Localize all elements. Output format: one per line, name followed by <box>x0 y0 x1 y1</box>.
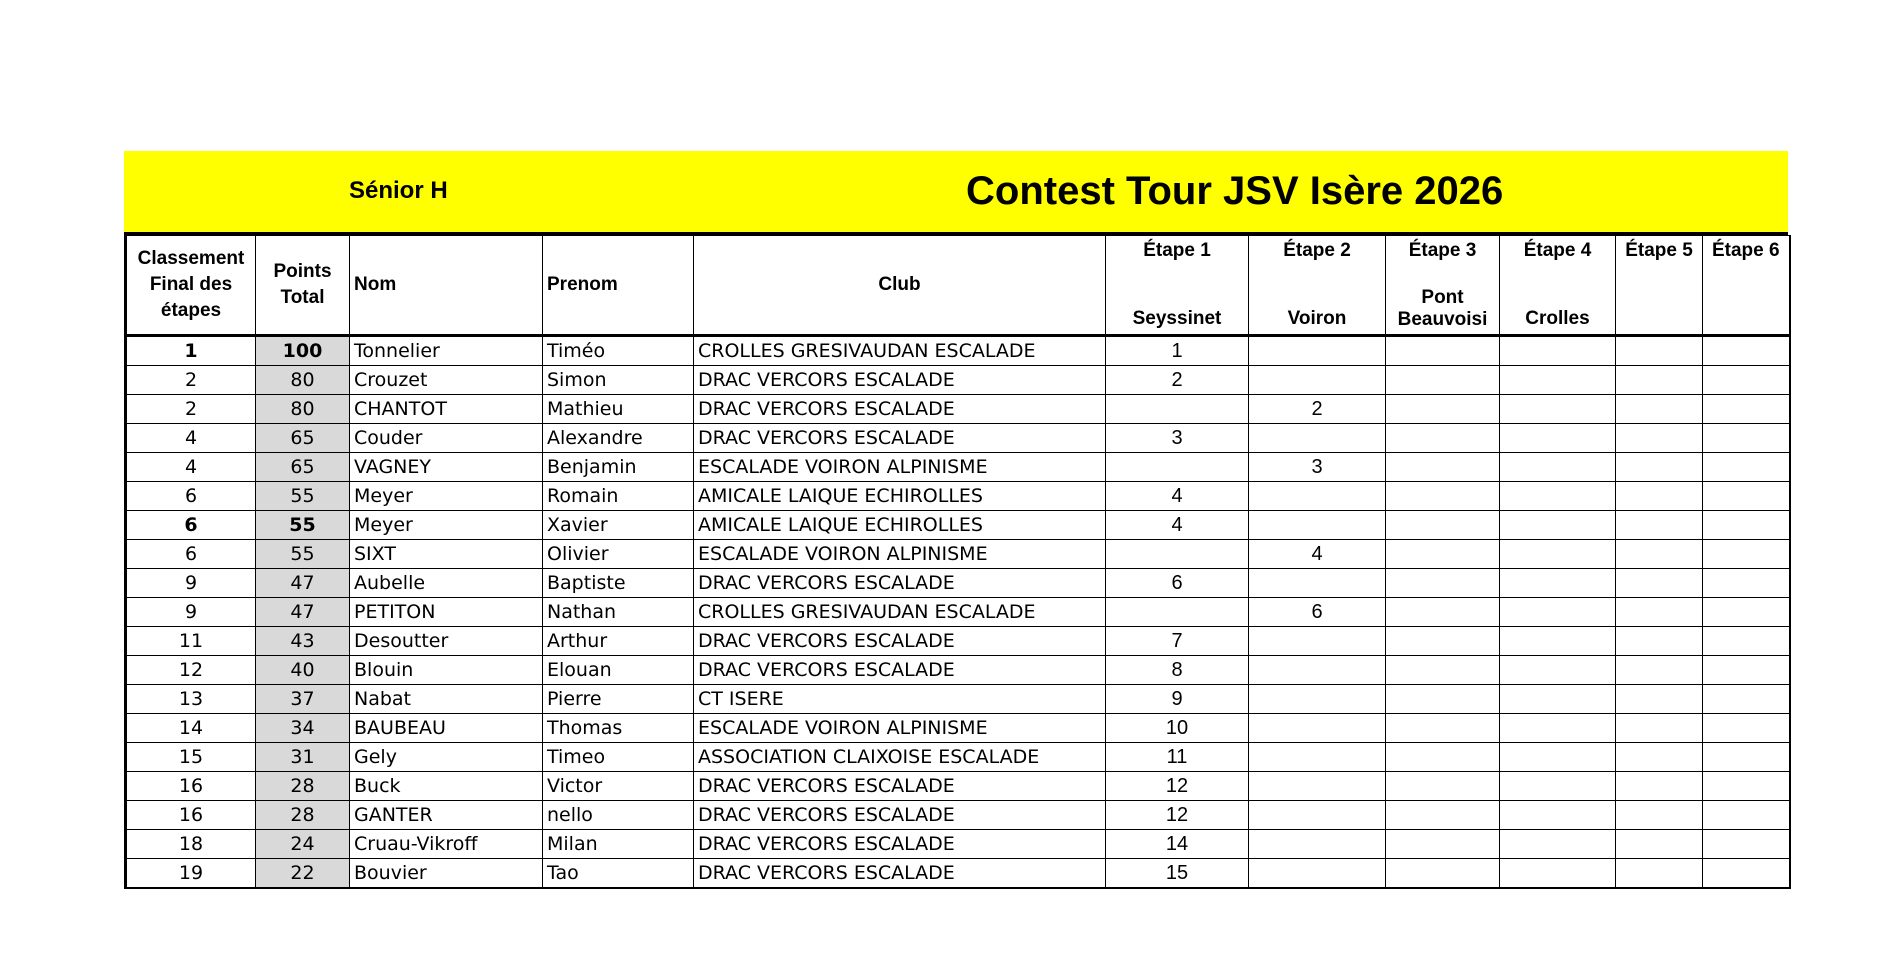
stage-4-cell <box>1500 453 1616 482</box>
stage-label: Étape 1 <box>1143 240 1211 261</box>
stage-3-cell <box>1386 453 1500 482</box>
stage-place: Seyssinet <box>1132 308 1222 329</box>
rank-cell: 16 <box>126 801 256 830</box>
contest-title: Contest Tour JSV Isère 2026 <box>966 169 1504 213</box>
stage-6-cell <box>1703 511 1790 540</box>
club-cell: CROLLES GRESIVAUDAN ESCALADE <box>694 598 1106 627</box>
stage-6-cell <box>1703 453 1790 482</box>
prenom-cell: Timéo <box>543 336 694 366</box>
stage-2-cell <box>1249 656 1386 685</box>
title-banner <box>124 151 1788 235</box>
stage-1-cell: 4 <box>1106 482 1249 511</box>
points-cell: 43 <box>256 627 350 656</box>
table-row <box>126 366 1790 395</box>
stage-6-cell <box>1703 656 1790 685</box>
stage-6-cell <box>1703 772 1790 801</box>
stage-2-cell <box>1249 714 1386 743</box>
header-stage-6 <box>1703 236 1790 336</box>
rank-cell: 2 <box>126 366 256 395</box>
stage-4-cell <box>1500 482 1616 511</box>
club-cell: AMICALE LAIQUE ECHIROLLES <box>694 511 1106 540</box>
nom-cell: PETITON <box>350 598 543 627</box>
points-cell: 47 <box>256 569 350 598</box>
stage-1-cell: 9 <box>1106 685 1249 714</box>
stage-5-cell <box>1616 714 1703 743</box>
nom-cell: CHANTOT <box>350 395 543 424</box>
prenom-cell: Nathan <box>543 598 694 627</box>
stage-place: Voiron <box>1287 308 1347 329</box>
table-row <box>126 336 1790 366</box>
prenom-cell: Benjamin <box>543 453 694 482</box>
stage-2-cell <box>1249 511 1386 540</box>
rank-cell: 16 <box>126 772 256 801</box>
rank-cell: 18 <box>126 830 256 859</box>
stage-6-cell <box>1703 336 1790 366</box>
stage-2-cell <box>1249 366 1386 395</box>
table-row <box>126 830 1790 859</box>
header-prenom: Prenom <box>543 236 694 336</box>
stage-3-cell <box>1386 656 1500 685</box>
club-cell: DRAC VERCORS ESCALADE <box>694 627 1106 656</box>
stage-1-cell: 2 <box>1106 366 1249 395</box>
stage-2-cell: 2 <box>1249 395 1386 424</box>
points-cell: 37 <box>256 685 350 714</box>
club-cell: ESCALADE VOIRON ALPINISME <box>694 453 1106 482</box>
points-cell: 28 <box>256 801 350 830</box>
stage-label: Étape 4 <box>1523 240 1592 261</box>
club-cell: DRAC VERCORS ESCALADE <box>694 859 1106 889</box>
stage-4-cell <box>1500 395 1616 424</box>
stage-3-cell <box>1386 714 1500 743</box>
points-cell: 28 <box>256 772 350 801</box>
rank-cell: 11 <box>126 627 256 656</box>
stage-2-cell <box>1249 743 1386 772</box>
stage-6-cell <box>1703 801 1790 830</box>
stage-5-cell <box>1616 627 1703 656</box>
rank-cell: 2 <box>126 395 256 424</box>
table-row <box>126 598 1790 627</box>
stage-5-cell <box>1616 395 1703 424</box>
stage-4-cell <box>1500 685 1616 714</box>
prenom-cell: Elouan <box>543 656 694 685</box>
stage-5-cell <box>1616 743 1703 772</box>
stage-place: Pont Beauvoisi <box>1397 287 1488 330</box>
nom-cell: GANTER <box>350 801 543 830</box>
stage-4-cell <box>1500 627 1616 656</box>
ranking-sheet <box>124 151 1788 889</box>
prenom-cell: Victor <box>543 772 694 801</box>
stage-2-cell <box>1249 830 1386 859</box>
nom-cell: Couder <box>350 424 543 453</box>
nom-cell: Crouzet <box>350 366 543 395</box>
nom-cell: Aubelle <box>350 569 543 598</box>
stage-1-cell: 12 <box>1106 801 1249 830</box>
stage-2-cell <box>1249 627 1386 656</box>
stage-2-cell <box>1249 569 1386 598</box>
stage-6-cell <box>1703 482 1790 511</box>
header-stage-5 <box>1616 236 1703 336</box>
stage-1-cell: 10 <box>1106 714 1249 743</box>
category-label: Sénior H <box>349 177 448 204</box>
header-row <box>126 236 1790 336</box>
prenom-cell: Milan <box>543 830 694 859</box>
rank-cell: 4 <box>126 424 256 453</box>
stage-2-cell: 3 <box>1249 453 1386 482</box>
prenom-cell: Alexandre <box>543 424 694 453</box>
points-cell: 65 <box>256 424 350 453</box>
nom-cell: Meyer <box>350 482 543 511</box>
points-cell: 80 <box>256 395 350 424</box>
stage-4-cell <box>1500 540 1616 569</box>
stage-3-cell <box>1386 336 1500 366</box>
table-row <box>126 395 1790 424</box>
stage-5-cell <box>1616 511 1703 540</box>
stage-3-cell <box>1386 366 1500 395</box>
prenom-cell: Simon <box>543 366 694 395</box>
nom-cell: Tonnelier <box>350 336 543 366</box>
prenom-cell: nello <box>543 801 694 830</box>
prenom-cell: Timeo <box>543 743 694 772</box>
stage-4-cell <box>1500 511 1616 540</box>
stage-2-cell <box>1249 859 1386 889</box>
table-row <box>126 569 1790 598</box>
stage-6-cell <box>1703 859 1790 889</box>
stage-4-cell <box>1500 859 1616 889</box>
table-row <box>126 511 1790 540</box>
stage-3-cell <box>1386 569 1500 598</box>
rank-cell: 9 <box>126 598 256 627</box>
stage-5-cell <box>1616 453 1703 482</box>
club-cell: DRAC VERCORS ESCALADE <box>694 424 1106 453</box>
stage-1-cell <box>1106 598 1249 627</box>
nom-cell: Buck <box>350 772 543 801</box>
stage-3-cell <box>1386 395 1500 424</box>
header-stage-2 <box>1249 236 1386 336</box>
stage-1-cell: 15 <box>1106 859 1249 889</box>
stage-6-cell <box>1703 569 1790 598</box>
header-points: Points Total <box>256 236 350 336</box>
stage-2-cell <box>1249 336 1386 366</box>
points-cell: 24 <box>256 830 350 859</box>
points-cell: 31 <box>256 743 350 772</box>
points-cell: 34 <box>256 714 350 743</box>
rank-cell: 6 <box>126 540 256 569</box>
club-cell: DRAC VERCORS ESCALADE <box>694 366 1106 395</box>
header-rank: Classement Final des étapes <box>126 236 256 336</box>
points-cell: 47 <box>256 598 350 627</box>
table-row <box>126 540 1790 569</box>
rank-cell: 13 <box>126 685 256 714</box>
stage-3-cell <box>1386 830 1500 859</box>
club-cell: DRAC VERCORS ESCALADE <box>694 569 1106 598</box>
stage-6-cell <box>1703 540 1790 569</box>
table-row <box>126 801 1790 830</box>
club-cell: DRAC VERCORS ESCALADE <box>694 656 1106 685</box>
header-nom: Nom <box>350 236 543 336</box>
header-stage-1 <box>1106 236 1249 336</box>
club-cell: ESCALADE VOIRON ALPINISME <box>694 714 1106 743</box>
prenom-cell: Arthur <box>543 627 694 656</box>
club-cell: ASSOCIATION CLAIXOISE ESCALADE <box>694 743 1106 772</box>
ranking-table <box>124 235 1791 889</box>
nom-cell: Nabat <box>350 685 543 714</box>
stage-3-cell <box>1386 598 1500 627</box>
stage-4-cell <box>1500 801 1616 830</box>
stage-2-cell: 6 <box>1249 598 1386 627</box>
points-cell: 40 <box>256 656 350 685</box>
stage-2-cell <box>1249 482 1386 511</box>
stage-4-cell <box>1500 714 1616 743</box>
points-cell: 55 <box>256 511 350 540</box>
stage-5-cell <box>1616 569 1703 598</box>
stage-4-cell <box>1500 336 1616 366</box>
stage-5-cell <box>1616 772 1703 801</box>
stage-1-cell: 1 <box>1106 336 1249 366</box>
club-cell: DRAC VERCORS ESCALADE <box>694 395 1106 424</box>
points-cell: 65 <box>256 453 350 482</box>
stage-6-cell <box>1703 627 1790 656</box>
nom-cell: VAGNEY <box>350 453 543 482</box>
stage-6-cell <box>1703 685 1790 714</box>
stage-3-cell <box>1386 511 1500 540</box>
nom-cell: SIXT <box>350 540 543 569</box>
nom-cell: Blouin <box>350 656 543 685</box>
table-row <box>126 424 1790 453</box>
nom-cell: Meyer <box>350 511 543 540</box>
header-stage-4 <box>1500 236 1616 336</box>
stage-label: Étape 2 <box>1283 240 1351 261</box>
rank-cell: 19 <box>126 859 256 889</box>
stage-3-cell <box>1386 859 1500 889</box>
table-row <box>126 743 1790 772</box>
rank-cell: 12 <box>126 656 256 685</box>
nom-cell: Cruau-Vikroff <box>350 830 543 859</box>
stage-4-cell <box>1500 366 1616 395</box>
header-club: Club <box>694 236 1106 336</box>
header-stage-3 <box>1386 236 1500 336</box>
stage-4-cell <box>1500 830 1616 859</box>
stage-5-cell <box>1616 685 1703 714</box>
stage-4-cell <box>1500 569 1616 598</box>
table-row <box>126 453 1790 482</box>
nom-cell: Desoutter <box>350 627 543 656</box>
stage-place: Crolles <box>1525 308 1590 329</box>
stage-1-cell <box>1106 453 1249 482</box>
nom-cell: Bouvier <box>350 859 543 889</box>
table-row <box>126 859 1790 889</box>
stage-5-cell <box>1616 336 1703 366</box>
stage-3-cell <box>1386 627 1500 656</box>
stage-1-cell: 4 <box>1106 511 1249 540</box>
prenom-cell: Thomas <box>543 714 694 743</box>
stage-6-cell <box>1703 714 1790 743</box>
points-cell: 22 <box>256 859 350 889</box>
stage-1-cell: 11 <box>1106 743 1249 772</box>
stage-5-cell <box>1616 598 1703 627</box>
stage-4-cell <box>1500 424 1616 453</box>
stage-1-cell: 14 <box>1106 830 1249 859</box>
stage-5-cell <box>1616 830 1703 859</box>
points-cell: 80 <box>256 366 350 395</box>
prenom-cell: Olivier <box>543 540 694 569</box>
prenom-cell: Xavier <box>543 511 694 540</box>
stage-1-cell <box>1106 540 1249 569</box>
stage-5-cell <box>1616 482 1703 511</box>
stage-5-cell <box>1616 540 1703 569</box>
table-row <box>126 656 1790 685</box>
stage-1-cell: 3 <box>1106 424 1249 453</box>
table-row <box>126 627 1790 656</box>
rank-cell: 14 <box>126 714 256 743</box>
stage-5-cell <box>1616 859 1703 889</box>
stage-5-cell <box>1616 366 1703 395</box>
stage-6-cell <box>1703 395 1790 424</box>
club-cell: ESCALADE VOIRON ALPINISME <box>694 540 1106 569</box>
table-row <box>126 685 1790 714</box>
table-row <box>126 482 1790 511</box>
stage-1-cell: 12 <box>1106 772 1249 801</box>
stage-6-cell <box>1703 830 1790 859</box>
stage-1-cell: 6 <box>1106 569 1249 598</box>
rank-cell: 15 <box>126 743 256 772</box>
stage-3-cell <box>1386 772 1500 801</box>
rank-cell: 9 <box>126 569 256 598</box>
stage-4-cell <box>1500 772 1616 801</box>
points-cell: 55 <box>256 540 350 569</box>
club-cell: CT ISERE <box>694 685 1106 714</box>
stage-3-cell <box>1386 540 1500 569</box>
club-cell: DRAC VERCORS ESCALADE <box>694 772 1106 801</box>
nom-cell: Gely <box>350 743 543 772</box>
stage-4-cell <box>1500 656 1616 685</box>
stage-5-cell <box>1616 656 1703 685</box>
rank-cell: 1 <box>126 336 256 366</box>
prenom-cell: Baptiste <box>543 569 694 598</box>
rank-cell: 6 <box>126 482 256 511</box>
rank-cell: 4 <box>126 453 256 482</box>
prenom-cell: Tao <box>543 859 694 889</box>
stage-6-cell <box>1703 424 1790 453</box>
points-cell: 100 <box>256 336 350 366</box>
club-cell: DRAC VERCORS ESCALADE <box>694 801 1106 830</box>
stage-6-cell <box>1703 743 1790 772</box>
stage-2-cell: 4 <box>1249 540 1386 569</box>
stage-3-cell <box>1386 685 1500 714</box>
stage-1-cell: 7 <box>1106 627 1249 656</box>
stage-label: Étape 6 <box>1711 240 1780 261</box>
stage-3-cell <box>1386 743 1500 772</box>
prenom-cell: Pierre <box>543 685 694 714</box>
prenom-cell: Romain <box>543 482 694 511</box>
stage-1-cell: 8 <box>1106 656 1249 685</box>
stage-2-cell <box>1249 685 1386 714</box>
club-cell: AMICALE LAIQUE ECHIROLLES <box>694 482 1106 511</box>
stage-2-cell <box>1249 801 1386 830</box>
stage-5-cell <box>1616 424 1703 453</box>
prenom-cell: Mathieu <box>543 395 694 424</box>
stage-1-cell <box>1106 395 1249 424</box>
stage-label: Étape 3 <box>1408 240 1477 261</box>
points-cell: 55 <box>256 482 350 511</box>
stage-2-cell <box>1249 424 1386 453</box>
nom-cell: BAUBEAU <box>350 714 543 743</box>
stage-3-cell <box>1386 801 1500 830</box>
stage-6-cell <box>1703 598 1790 627</box>
stage-2-cell <box>1249 772 1386 801</box>
stage-4-cell <box>1500 598 1616 627</box>
stage-3-cell <box>1386 424 1500 453</box>
stage-4-cell <box>1500 743 1616 772</box>
stage-5-cell <box>1616 801 1703 830</box>
table-row <box>126 714 1790 743</box>
club-cell: DRAC VERCORS ESCALADE <box>694 830 1106 859</box>
rank-cell: 6 <box>126 511 256 540</box>
club-cell: CROLLES GRESIVAUDAN ESCALADE <box>694 336 1106 366</box>
stage-3-cell <box>1386 482 1500 511</box>
stage-label: Étape 5 <box>1625 240 1693 261</box>
stage-6-cell <box>1703 366 1790 395</box>
table-row <box>126 772 1790 801</box>
